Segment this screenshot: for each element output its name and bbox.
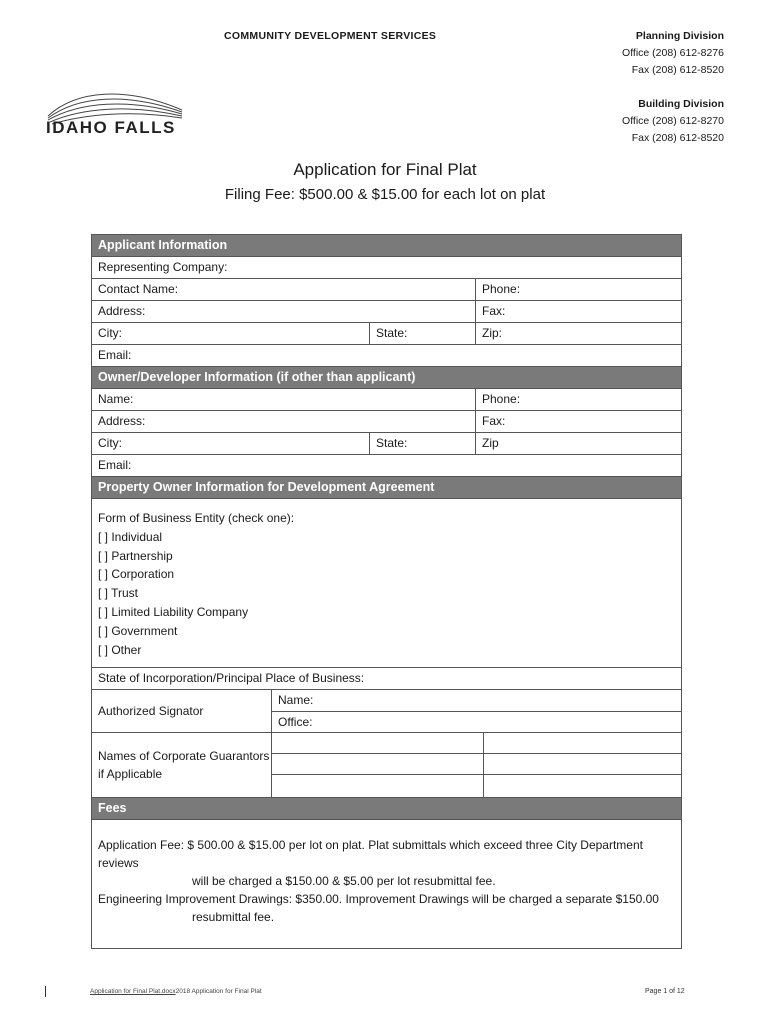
applicant-city-field[interactable]: City: [98,326,122,340]
applicant-company-row [92,257,681,279]
building-division-name: Building Division [638,98,724,110]
planning-office-phone: Office (208) 612-8276 [622,47,724,59]
applicant-address-row [92,301,681,323]
footer-filename-new: 2018 Application for Final Plat [175,988,262,995]
entity-option-partnership[interactable]: [ ] Partnership [98,548,173,563]
application-form [91,234,682,949]
property-section-heading: Property Owner Information for Development Agreement [92,477,681,499]
entity-option-other[interactable]: [ ] Other [98,642,142,657]
signator-office-field[interactable]: Office: [272,711,681,732]
applicant-fax-field[interactable]: Fax: [475,301,681,322]
page-title: Application for Final Plat [293,160,477,179]
owner-name-row [92,389,681,411]
corporate-guarantors-row [92,733,681,798]
guarantor-cell[interactable] [272,733,484,754]
fees-section-heading: Fees [92,798,681,820]
fees-block [92,820,681,948]
owner-address-field[interactable]: Address: [98,414,146,428]
guarantor-cell[interactable] [272,775,484,797]
owner-state-field[interactable]: State: [369,433,475,454]
owner-name-field[interactable]: Name: [98,392,134,406]
guarantors-grid [272,733,681,797]
entity-option-llc[interactable]: [ ] Limited Liability Company [98,604,249,619]
guarantor-cell[interactable] [484,733,681,754]
entity-option-corporation[interactable]: [ ] Corporation [98,567,175,582]
filing-fee-subtitle: Filing Fee: $500.00 & $15.00 for each lot on plat [224,186,546,203]
applicant-city-row [92,323,681,345]
building-office-phone: Office (208) 612-8270 [622,115,724,127]
owner-city-field[interactable]: City: [98,436,122,450]
applicant-email-field[interactable]: Email: [98,348,132,362]
owner-section-heading: Owner/Developer Information (if other than applicant) [92,367,681,389]
applicant-company-field[interactable]: Representing Company: [98,260,228,274]
engineering-fee-line1: Engineering Improvement Drawings: $350.00. Improvement Drawings will be charged a separate $150.00 [98,892,659,907]
owner-fax-field[interactable]: Fax: [475,411,681,432]
footer-filename [90,988,262,995]
applicant-state-field[interactable]: State: [369,323,475,344]
entity-option-government[interactable]: [ ] Government [98,623,178,638]
applicant-email-row [92,345,681,367]
applicant-zip-field[interactable]: Zip: [475,323,681,344]
footer-revision-bar [45,986,46,997]
authorized-signator-row [92,690,681,733]
signator-name-field[interactable]: Name: [278,693,314,708]
applicant-address-field[interactable]: Address: [98,304,146,318]
guarantors-label-line2: if Applicable [98,767,163,782]
applicant-contact-row [92,279,681,301]
applicant-section-heading: Applicant Information [92,235,681,257]
entity-option-individual[interactable]: [ ] Individual [98,529,163,544]
page-number: Page 1 of 12 [645,988,685,995]
owner-email-field[interactable]: Email: [98,458,132,472]
logo-text: IDAHO FALLS [46,118,176,137]
applicant-phone-field[interactable]: Phone: [475,279,681,300]
owner-phone-field[interactable]: Phone: [475,389,681,410]
engineering-fee-line2: resubmittal fee. [192,910,275,925]
org-name: COMMUNITY DEVELOPMENT SERVICES [224,30,437,42]
building-fax: Fax (208) 612-8520 [631,132,724,144]
application-fee-line2: will be charged a $150.00 & $5.00 per lot resubmittal fee. [192,874,496,889]
building-division-block [622,96,724,147]
guarantor-cell[interactable] [484,775,681,797]
corporate-guarantors-label [92,733,272,797]
owner-email-row [92,455,681,477]
state-of-incorporation-field[interactable]: State of Incorporation/Principal Place of Business: [92,668,681,690]
planning-division-block [622,28,724,79]
entity-option-trust[interactable]: [ ] Trust [98,586,139,601]
applicant-contact-field[interactable]: Contact Name: [98,282,179,296]
planning-division-name: Planning Division [635,30,724,42]
authorized-signator-label: Authorized Signator [92,690,272,732]
business-entity-label: Form of Business Entity (check one): [98,511,295,525]
guarantors-label-line1: Names of Corporate Guarantors [98,749,270,764]
application-fee-line1: Application Fee: $ 500.00 & $15.00 per lot on plat. Plat submittals which exceed three City Department reviews [98,838,643,871]
business-entity-block [92,499,681,668]
guarantor-cell[interactable] [484,754,681,775]
guarantor-cell[interactable] [272,754,484,775]
owner-address-row [92,411,681,433]
owner-zip-field[interactable]: Zip [475,433,681,454]
planning-fax: Fax (208) 612-8520 [631,64,724,76]
owner-city-row [92,433,681,455]
footer-filename-old: Application for Final Plat.docx [90,988,176,995]
